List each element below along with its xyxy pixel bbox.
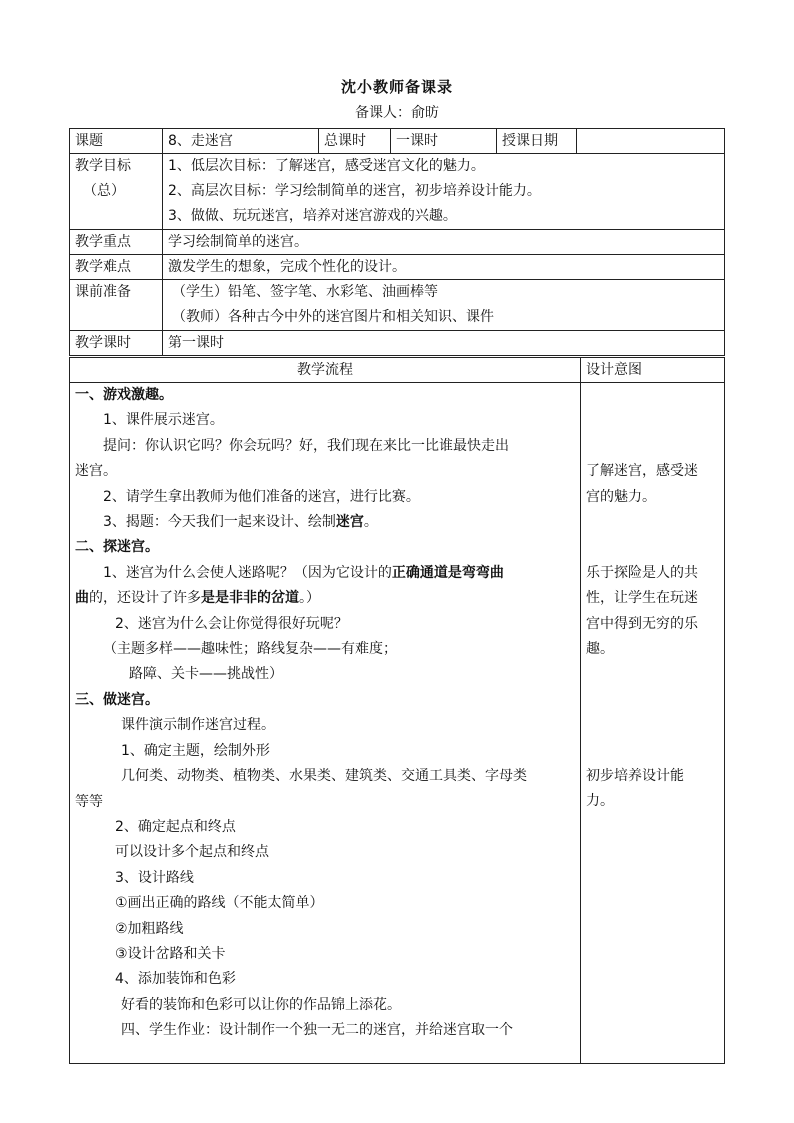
difficulty-row (70, 255, 725, 280)
total-hours-value: 一课时 (391, 129, 497, 154)
process-line: （主题多样——趣味性；路线复杂——有难度； (103, 641, 397, 658)
process-line: 四、学生作业：设计制作一个独一无二的迷宫，并给迷宫取一个 (121, 1022, 513, 1039)
text-run: 。 (363, 514, 378, 531)
teaching-flow-table (69, 357, 725, 1064)
intent-line: 初步培养设计能 (586, 767, 684, 784)
text-run: 1、迷宫为什么会使人迷路呢？（因为它设计的 (103, 564, 392, 581)
difficulty-label: 教学难点 (70, 255, 163, 280)
key-point-row (70, 230, 725, 255)
date-label: 授课日期 (497, 129, 577, 154)
goals-label-line2: （总） (83, 183, 125, 199)
process-line: 1、确定主题，绘制外形 (121, 742, 270, 759)
section-3-title: 三、做迷宫。 (75, 691, 159, 708)
process-line: 1、课件展示迷宫。 (103, 412, 224, 429)
process-line: 课件演示制作迷宫过程。 (121, 717, 275, 734)
topic-label: 课题 (70, 129, 163, 154)
intent-line: 趣。 (586, 640, 614, 657)
goal-item: 1、低层次目标：了解迷宫，感受迷宫文化的魅力。 (168, 158, 485, 174)
emphasis-text: 正确通道是弯弯曲 (391, 564, 504, 581)
intent-header: 设计意图 (581, 358, 725, 383)
goal-item: 2、高层次目标：学习绘制简单的迷宫，初步培养设计能力。 (168, 183, 541, 199)
intent-line: 了解迷宫，感受迷 (586, 463, 698, 480)
intent-line: 宫中得到无穷的乐 (586, 615, 698, 632)
period-value: 第一课时 (163, 331, 725, 356)
intent-line: 力。 (586, 793, 614, 810)
process-line: 2、请学生拿出教师为他们准备的迷宫，进行比赛。 (103, 488, 420, 505)
process-line: 4、添加装饰和色彩 (115, 971, 236, 988)
process-line: 好看的装饰和色彩可以让你的作品锦上添花。 (121, 996, 401, 1013)
preparation-row (70, 280, 725, 331)
process-line: 路障、关卡——挑战性） (129, 666, 283, 683)
prep-line-teacher: （教师）各种古今中外的迷宫图片和相关知识、课件 (172, 309, 494, 325)
intent-line: 乐于探险是人的共 (586, 564, 698, 581)
flow-body-row (70, 383, 725, 1064)
emphasis-text: 是是非非的岔道 (201, 590, 299, 607)
preparation-value (163, 280, 725, 331)
date-value (577, 129, 725, 154)
process-line: 2、确定起点和终点 (115, 818, 236, 835)
goal-item: 3、做做、玩玩迷宫，培养对迷宫游戏的兴趣。 (168, 208, 457, 224)
difficulty-value: 激发学生的想象，完成个性化的设计。 (163, 255, 725, 280)
process-line: 可以设计多个起点和终点 (115, 844, 269, 861)
process-line: 等等 (75, 793, 103, 810)
section-2-title: 二、探迷宫。 (75, 539, 159, 556)
text-run: 的，还设计了许多 (89, 590, 201, 607)
process-line: 提问：你认识它吗？你会玩吗？好，我们现在来比一比谁最快走出 (103, 437, 509, 454)
intent-content (581, 383, 725, 1064)
process-line (75, 561, 575, 586)
goals-label-line1: 教学目标 (75, 158, 131, 174)
process-line (75, 510, 575, 535)
lesson-info-table (69, 128, 725, 356)
goals-label (70, 154, 163, 230)
document-title: 沈小教师备课录 (340, 78, 453, 96)
text-run: 。） (299, 590, 320, 607)
key-point-value: 学习绘制简单的迷宫。 (163, 230, 725, 255)
process-header: 教学流程 (70, 358, 581, 383)
goals-value (163, 154, 725, 230)
process-line (75, 586, 575, 611)
section-1-title: 一、游戏激趣。 (75, 387, 173, 403)
process-line: 几何类、动物类、植物类、水果类、建筑类、交通工具类、字母类 (121, 768, 527, 785)
process-content (70, 383, 581, 1064)
intent-line: 性，让学生在玩迷 (586, 590, 698, 607)
process-line: ③设计岔路和关卡 (115, 945, 226, 962)
preparation-label: 课前准备 (70, 280, 163, 331)
topic-value: 8、走迷宫 (163, 129, 319, 154)
process-line: 3、设计路线 (115, 869, 194, 886)
emphasis-text: 曲 (75, 590, 89, 607)
period-row (70, 331, 725, 356)
flow-header-row (70, 358, 725, 383)
goals-row (70, 154, 725, 230)
text-run: 3、揭题：今天我们一起来设计、绘制 (103, 514, 336, 531)
period-label: 教学课时 (70, 331, 163, 356)
topic-row (70, 129, 725, 154)
process-line: ①画出正确的路线（不能太简单） (115, 895, 324, 912)
total-hours-label: 总课时 (319, 129, 391, 154)
preparer-line: 备课人：俞昉 (355, 105, 439, 121)
process-line: ②加粗路线 (115, 920, 184, 937)
key-point-label: 教学重点 (70, 230, 163, 255)
prep-line-students: （学生）铅笔、签字笔、水彩笔、油画棒等 (172, 284, 438, 300)
emphasis-text: 迷宫 (335, 514, 364, 531)
process-line: 2、迷宫为什么会让你觉得很好玩呢？ (115, 615, 348, 632)
intent-line: 宫的魅力。 (586, 488, 656, 505)
process-line: 迷宫。 (75, 463, 117, 480)
